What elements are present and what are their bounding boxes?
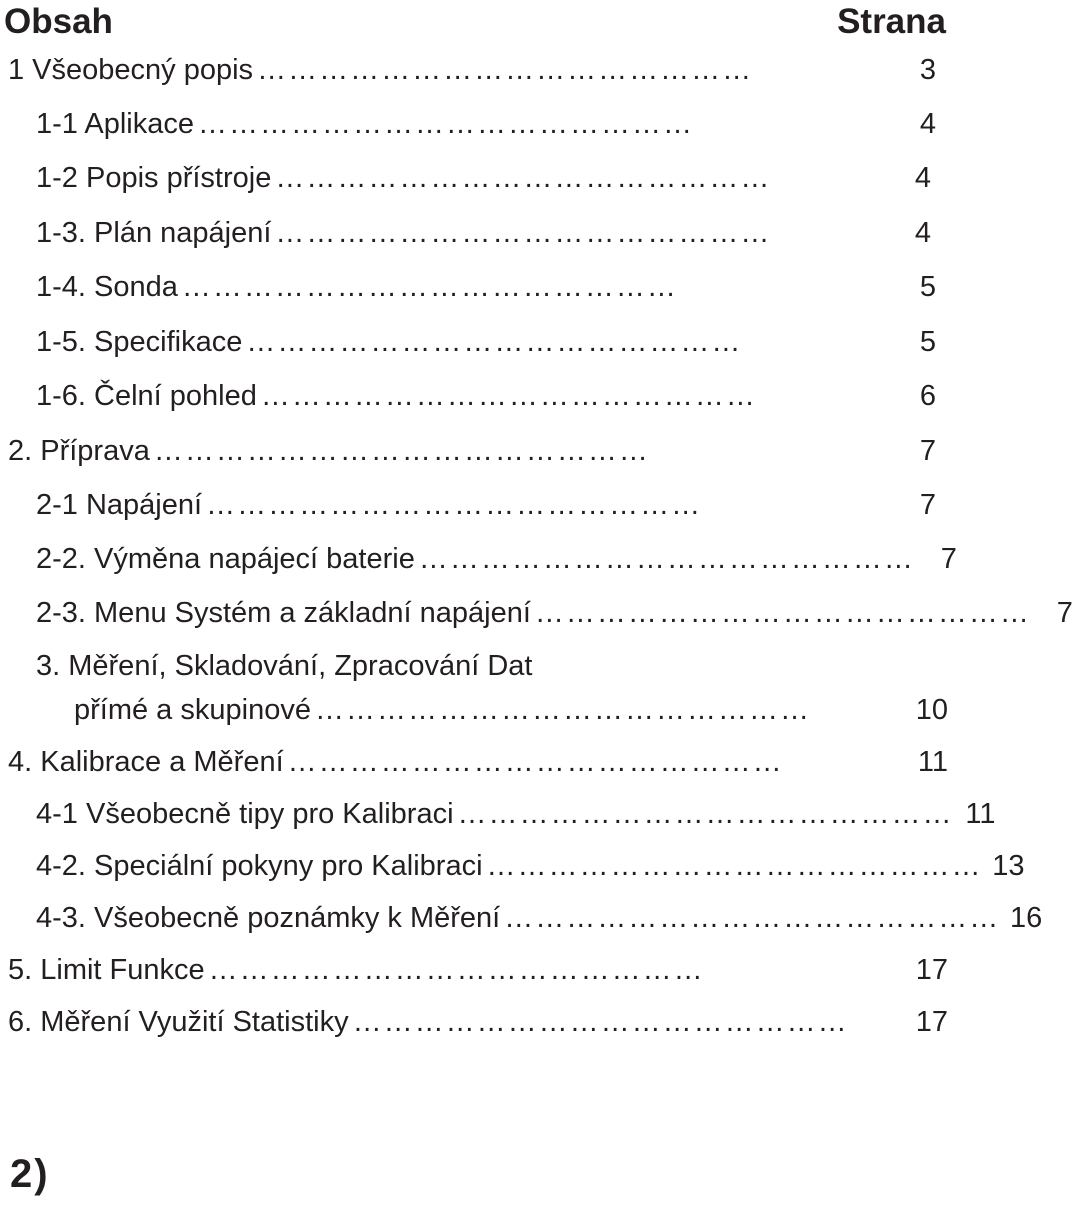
- toc-entry-label: 2-2. Výměna napájecí baterie: [36, 543, 415, 575]
- toc-entry-leader: …………………………………………: [246, 326, 743, 358]
- toc-header: [4, 0, 946, 44]
- toc-entry-label: 2. Příprava: [8, 435, 150, 467]
- toc-entry-leader: …………………………………………: [181, 271, 678, 303]
- toc-entry-label: 1-3. Plán napájení: [36, 217, 272, 249]
- toc-entry-page: 16: [1009, 902, 1043, 934]
- toc-entry-leader: …………………………………………: [418, 543, 915, 575]
- toc-entry-label: 1-2 Popis přístroje: [36, 162, 272, 194]
- toc-entry-page: 5: [919, 326, 936, 358]
- toc-entry[interactable]: [36, 850, 1025, 894]
- toc-entry-page: 7: [1056, 597, 1073, 629]
- toc-entry-leader: …………………………………………: [257, 54, 754, 86]
- toc-entry-leader: …………………………………………: [504, 902, 1001, 934]
- toc-entry[interactable]: [36, 597, 1073, 641]
- toc-entry-leader: …………………………………………: [275, 217, 772, 249]
- toc-entry[interactable]: [36, 108, 936, 152]
- toc-entry[interactable]: [36, 543, 957, 587]
- toc-entry[interactable]: [36, 902, 1043, 946]
- toc-entry-label: přímé a skupinové: [74, 694, 311, 726]
- toc-entry-page: 11: [965, 798, 996, 830]
- toc-entry-page: 7: [940, 543, 957, 575]
- toc-entry-page: 17: [915, 1006, 948, 1038]
- toc-entry-leader: …………………………………………: [206, 489, 703, 521]
- toc-entry-leader: …………………………………………: [287, 746, 784, 778]
- toc-entry-page: 13: [992, 850, 1025, 882]
- page-number: 2): [10, 1152, 50, 1196]
- toc-entry[interactable]: [36, 162, 931, 206]
- toc-entry-page: 6: [919, 380, 936, 412]
- toc-entry-label: 4-1 Všeobecně tipy pro Kalibraci: [36, 798, 454, 830]
- toc-entry[interactable]: [8, 435, 936, 479]
- toc-entry[interactable]: [8, 1006, 948, 1050]
- toc-entry-page: 10: [915, 694, 948, 726]
- toc-entry-label: 3. Měření, Skladování, Zpracování Dat: [36, 650, 533, 682]
- toc-entry-leader: …………………………………………: [260, 380, 757, 412]
- toc-entry-label: 1 Všeobecný popis: [8, 54, 254, 86]
- toc-entry-label: 1-5. Specifikace: [36, 326, 243, 358]
- toc-entry-page: 3: [919, 54, 936, 86]
- toc-entry-label: 5. Limit Funkce: [8, 954, 205, 986]
- toc-entry-leader: …………………………………………: [198, 108, 694, 140]
- toc-entry-page: 4: [919, 108, 936, 140]
- toc-entry-label: 1-1 Aplikace: [36, 108, 194, 140]
- toc-entry[interactable]: [36, 217, 931, 261]
- toc-entry[interactable]: [36, 798, 996, 842]
- toc-entry-leader: …………………………………………: [314, 694, 811, 726]
- toc-entry-leader: …………………………………………: [275, 162, 772, 194]
- toc-entry-page: 5: [919, 271, 936, 303]
- toc-entry[interactable]: [36, 650, 936, 694]
- toc-entry[interactable]: [74, 694, 948, 738]
- toc-title: Obsah: [4, 2, 113, 41]
- toc-entry[interactable]: [8, 54, 936, 98]
- toc-entry-page: 7: [919, 489, 936, 521]
- toc-entry-leader: …………………………………………: [534, 597, 1031, 629]
- toc-entry[interactable]: [36, 380, 936, 424]
- toc-entry-page: 17: [915, 954, 948, 986]
- toc-entry[interactable]: [36, 326, 936, 370]
- toc-entry-page: 7: [919, 435, 936, 467]
- toc-entry-leader: …………………………………………: [486, 850, 983, 882]
- toc-entry-label: 2-1 Napájení: [36, 489, 203, 521]
- toc-entry-leader: …………………………………………: [153, 435, 650, 467]
- toc-entry[interactable]: [8, 746, 948, 790]
- toc-entry[interactable]: [8, 954, 948, 998]
- toc-entry-label: 2-3. Menu Systém a základní napájení: [36, 597, 531, 629]
- toc-entry-leader: …………………………………………: [208, 954, 705, 986]
- toc-entry-label: 1-6. Čelní pohled: [36, 380, 257, 412]
- toc-entry[interactable]: [36, 489, 936, 533]
- toc-entry-page: 4: [914, 217, 931, 249]
- toc-entry-label: 6. Měření Využití Statistiky: [8, 1006, 349, 1038]
- toc-entry-label: 1-4. Sonda: [36, 271, 178, 303]
- toc-entry-leader: …………………………………………: [352, 1006, 849, 1038]
- toc-entry-page: 11: [917, 746, 948, 778]
- toc-entry-leader: …………………………………………: [457, 798, 954, 830]
- toc-entry-label: 4-2. Speciální pokyny pro Kalibraci: [36, 850, 483, 882]
- toc-entry-label: 4-3. Všeobecně poznámky k Měření: [36, 902, 501, 934]
- toc-entry-label: 4. Kalibrace a Měření: [8, 746, 284, 778]
- toc-entry[interactable]: [36, 271, 936, 315]
- toc-entry-page: 4: [914, 162, 931, 194]
- page-column-heading: Strana: [837, 2, 946, 41]
